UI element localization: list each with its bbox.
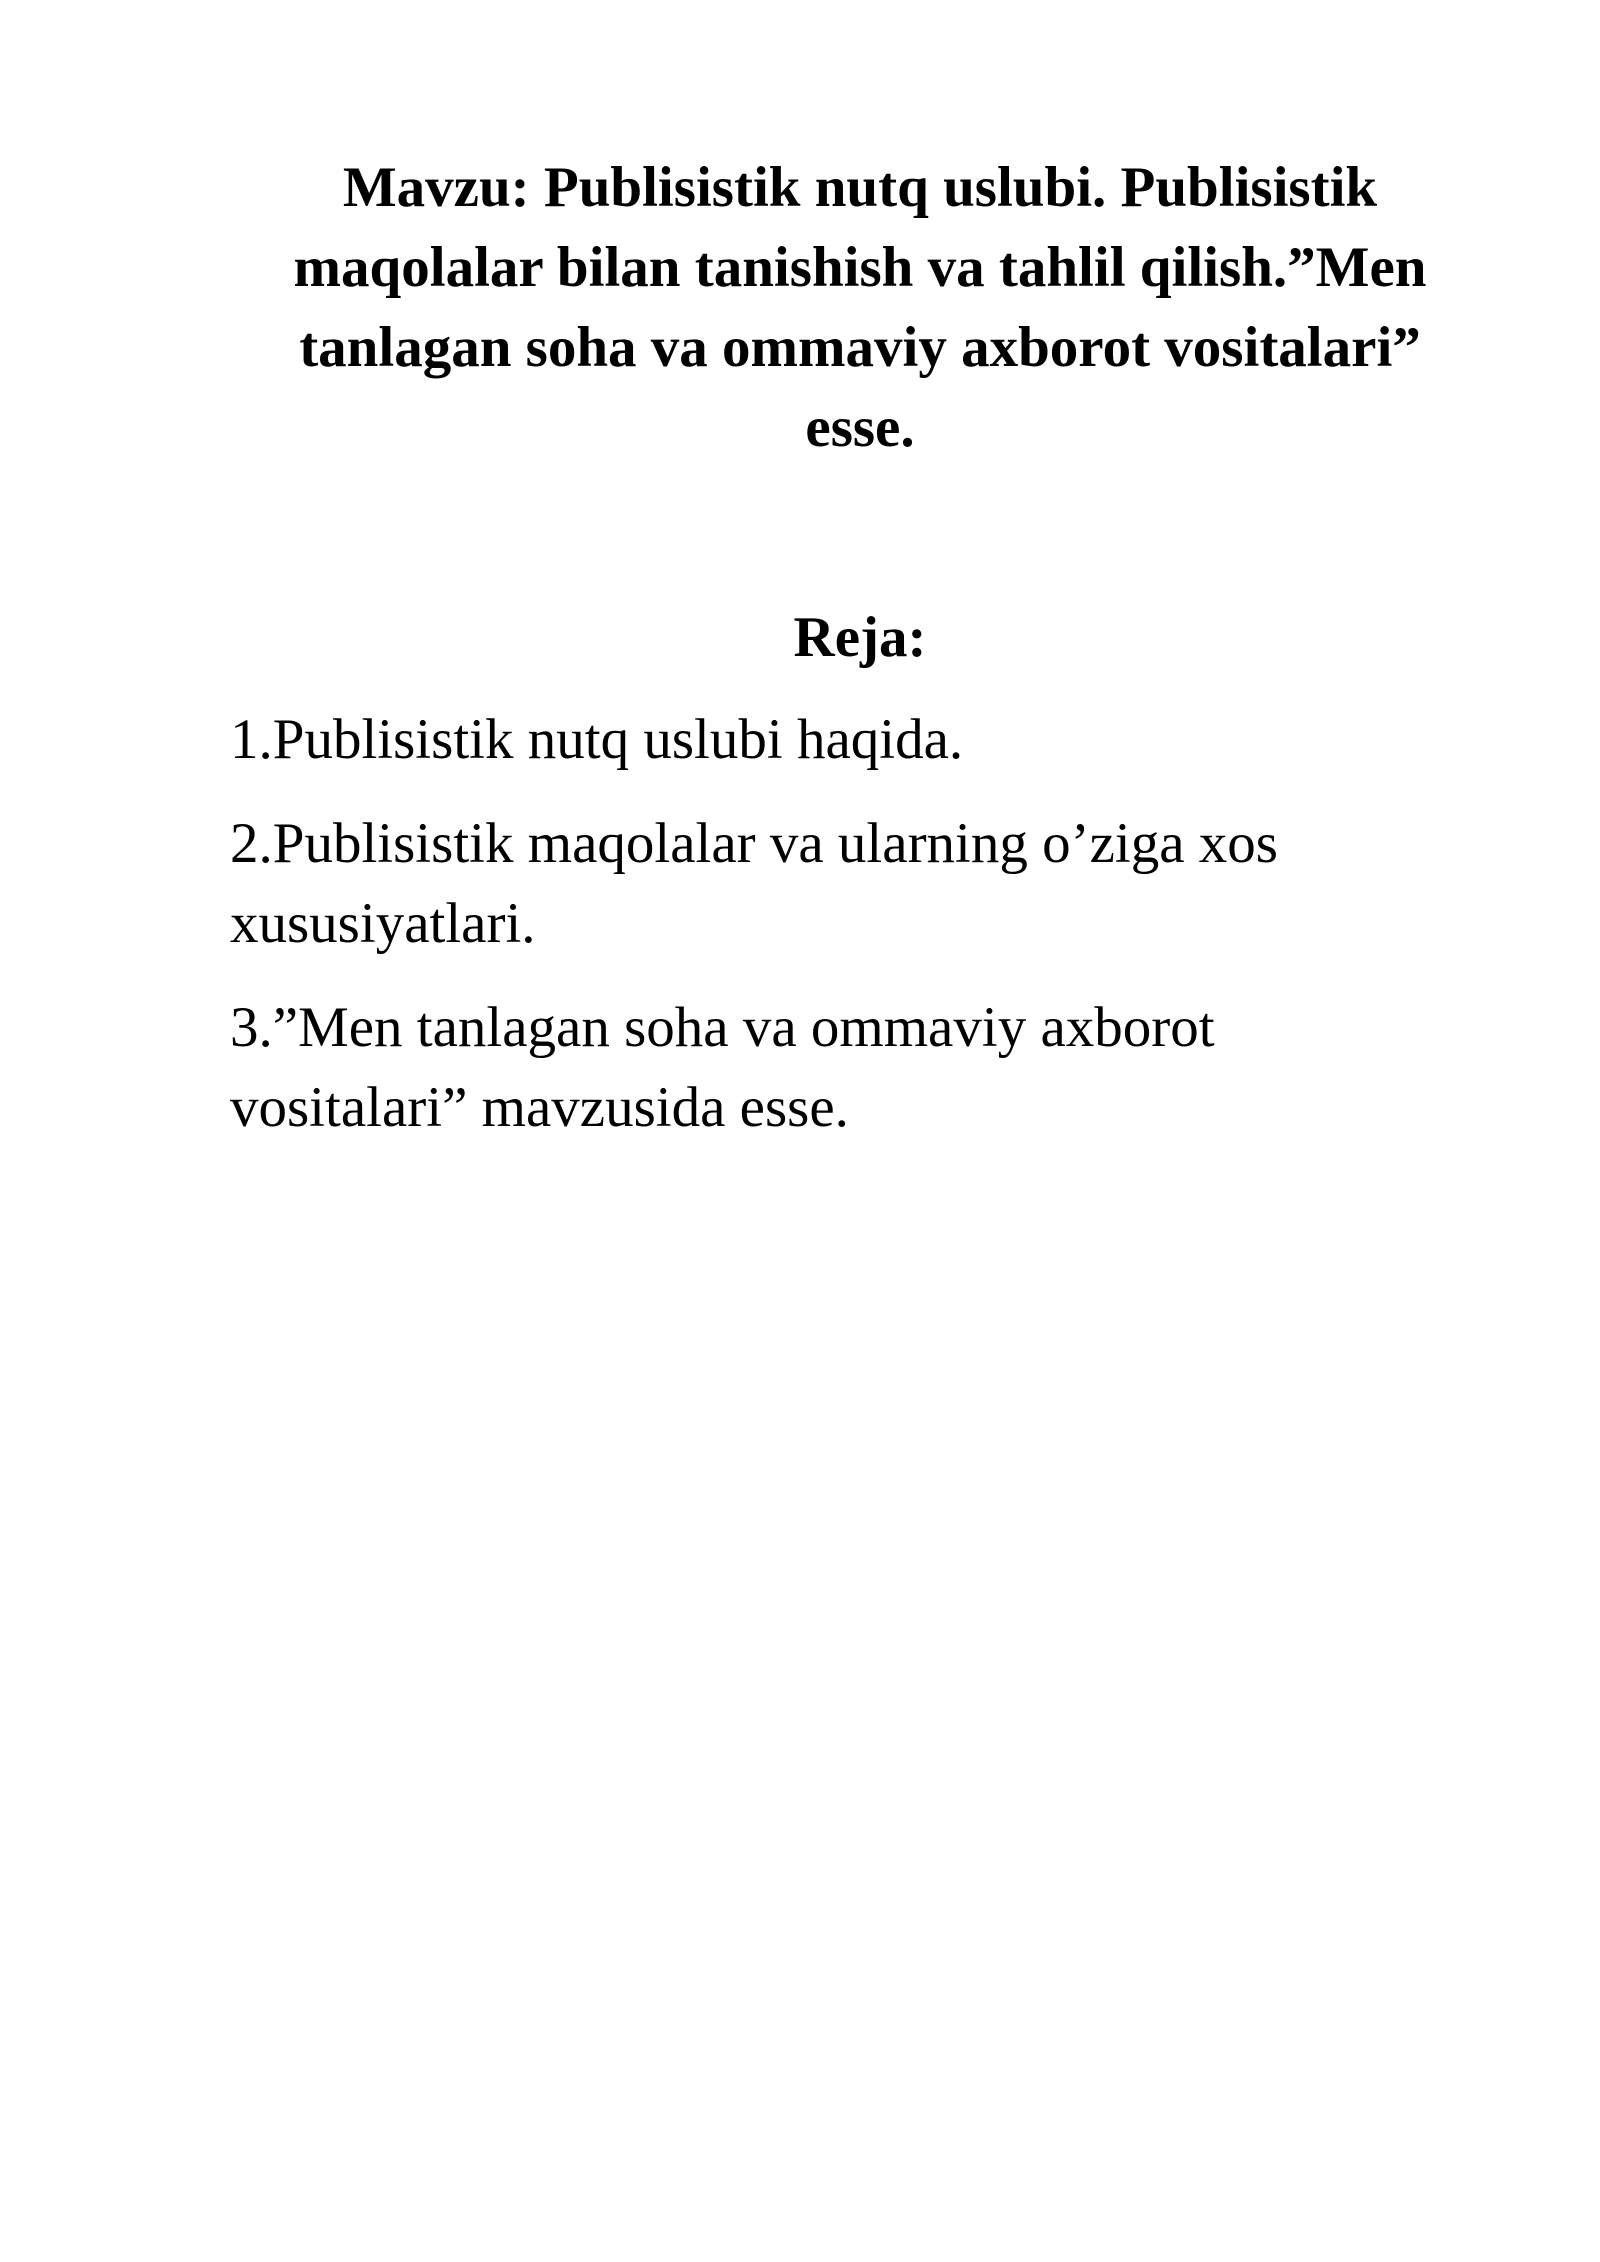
plan-item-line: vositalari” mavzusida esse. [230, 1076, 849, 1139]
title-line: maqolalar bilan tanishish va tahlil qilish.”Men [293, 236, 1427, 299]
document-title [230, 148, 1490, 468]
plan-item [230, 804, 1430, 964]
plan-item-line: xususiyatlari. [230, 892, 536, 955]
plan-list [230, 700, 1430, 1172]
plan-item-line: 3.”Men tanlagan soha va ommaviy axborot [230, 996, 1215, 1059]
plan-item-line: 2.Publisistik maqolalar va ularning o’ziga xos [230, 812, 1278, 875]
plan-heading: Reja: [793, 606, 927, 669]
title-line: tanlagan soha va ommaviy axborot vositalari” [299, 316, 1421, 379]
title-line: Mavzu: Publisistik nutq uslubi. Publisistik [342, 156, 1378, 219]
plan-item-line: 1.Publisistik nutq uslubi haqida. [230, 708, 964, 771]
plan-item [230, 700, 1430, 780]
plan-item [230, 988, 1430, 1148]
title-line: esse. [805, 396, 915, 459]
